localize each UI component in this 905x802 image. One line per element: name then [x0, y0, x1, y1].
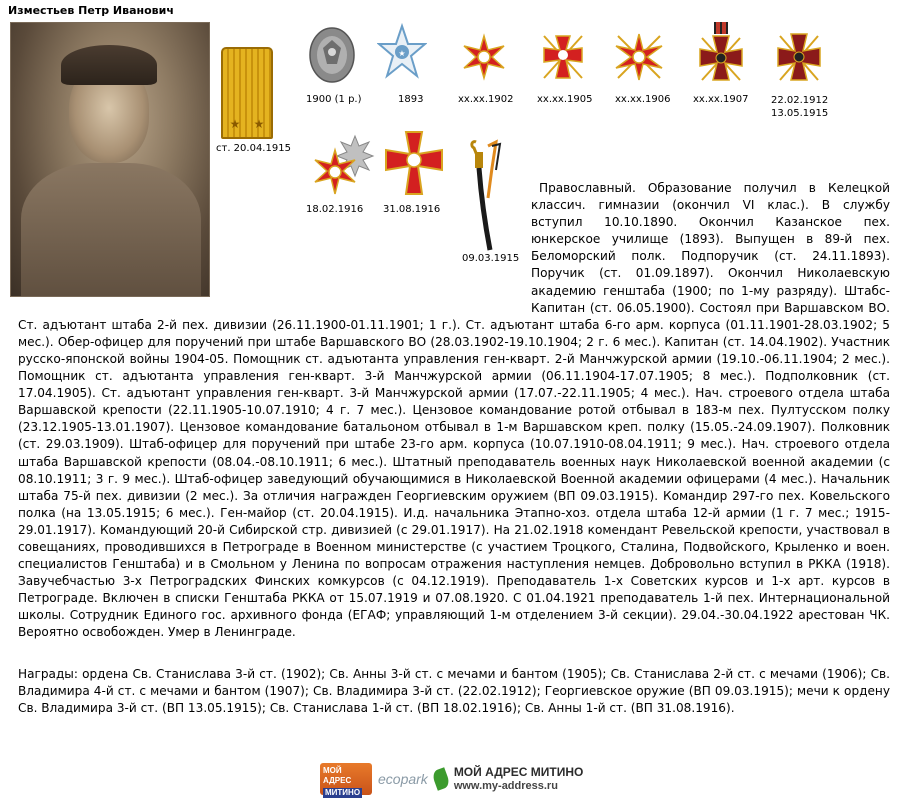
awards-paragraph: Награды: ордена Св. Станислава 3-й ст. (1902); Св. Анны 3-й ст. с мечами и бантом (1905); Св. Станислава 2-й ст. с мечами (1906); Св. Владимира 4-й ст. с мечами и бантом (1907); Св. Владимира 3-й ст. (22.02.1912); Георгиевское оружие (ВП 09.03.1915); мечи к ордену Св. Владимира 3-й ст. (ВП 13.05.1915); Св. Станислава 1-й ст. (ВП 18.02.1916); Св. Анны 1-й ст. (ВП 31.08.1916). [18, 667, 890, 716]
award-caption: 1900 (1 р.) [306, 94, 362, 105]
award-caption: 22.02.1912 13.05.1915 [771, 95, 829, 119]
sabre-caption: 09.03.1915 [462, 253, 520, 264]
biography-paragraph [18, 180, 890, 642]
footer-logos[interactable] [320, 762, 583, 796]
award-caption: хх.хх.1902 [458, 94, 514, 105]
portrait-cap [61, 45, 157, 85]
award-caption: хх.хх.1905 [537, 94, 593, 105]
leaf-icon [431, 767, 451, 791]
shoulder-board-caption: ст. 20.04.1915 [216, 143, 291, 154]
biography-text: Православный. Образование получил в Келецкой классич. гимназии (окончил VI клас.). В службу вступил 10.10.1890. Окончил Казанское пех. юнкерское училище (1893). Выпущен в 89-й пех. Беломорский полк. Подпоручик (ст. 24.11.1893). Поручик (ст. 01.09.1897). Окончил Николаевскую академию генштаба (1900; по 1-му разряду). Штабс-Капитан (ст. 06.05.1900). Состоял при Варшавском ВО. Ст. адъютант штаба 2-й пех. дивизии (26.11.1900-01.11.1901; 1 г.). Ст. адъютант штаба 6-го арм. корпуса (01.11.1901-28.03.1902; 5 мес.). Обер-офицер для поручений при штабе Варшавского ВО (28.03.1902-19.10.1904; 2 г. 6 мес.). Капитан (ст. 14.04.1902). Участник русско-японской войны 1904-05. Помощник ст. адъютанта управления ген-кварт. 2-й Манчжурской армии (19.10.-06.11.1904; 2 мес.). Помощник ст. адъютанта управления ген-кварт. 3-й Манчжурской армии (06.11.1904-17.07.1905; 8 мес.). Подполковник (ст. 17.04.1905). Ст. адъютант управления ген-кварт. 3-й Манчжурской армии (17.07.-22.11.1905; 4 мес.). Нач. строевого отдела штаба Варшавской крепости (22.11.1905-10.07.1910; 4 г. 7 мес.). Цензовое командование ротой отбывал в 183-м пех. Пултусском полку (23.12.1905-13.01.1907). Цензовое командование батальоном отбывал в 1-м Варшавском креп. полку (15.05.-24.09.1907). Полковник (ст. 29.03.1909). Штаб-офицер для поручений при штабе 23-го арм. корпуса (10.07.1910-08.04.1911; 9 мес.). Нач. строевого отдела штаба Варшавской крепости (08.04.-08.10.1911; 6 мес.). Штатный преподаватель военных наук Николаевской военной академии (с 08.10.1911; 3 г. 9 мес.). Штаб-офицер заведующий обучающимися в Николаевской Военной академии офицерами (4 мес.). Начальник штаба 75-й пех. дивизии (2 мес.). За отличия награжден Георгиевским оружием (ВП 09.03.1915). Командир 297-го пех. Ковельского полка (на 13.05.1915; 6 мес.). Ген-майор (ст. 20.04.1915). И.д. начальника Этапно-хоз. отдела штаба 12-й армии (1 г. 7 мес.; 1915-29.01.1917). Командующий 20-й Сибирской стр. дивизией (с 29.01.1917). На 21.02.1918 комендант Ревельской крепости, участвовал в совещаниях, проводившихся в Петрограде в Военном министерстве (с участием Троцкого, Сталина, Подвойского, Крыленко и воен. специалистов Генштаба) и в Смольном у Ленина по вопросам отражения наступления немцев. Добровольно вступил в РККА (1918). Завучебчастью 3-х Петроградских Финских комкурсов (с 04.12.1919). Преподаватель 1-х Советских курсов и 1-х арт. курсов в Петрограде. Включен в списки Генштаба РККА от 15.07.1919 и 07.08.1920. С 01.04.1921 преподаватель 1-й пех. Интернациональной школы. Сотрудник Единого гос. архивного фонда (ЕГАФ; управляющий 1-м отделением 3-й секции). 29.04.-30.04.1922 арестован ЧК. Вероятно освобожден. Умер в Ленинграде. [18, 181, 890, 640]
order-vladimir-4-swords-icon [694, 22, 748, 86]
my-address-logo[interactable]: МОЙ АДРЕС МИТИНО [320, 763, 372, 795]
academy-badge-image [307, 20, 357, 90]
shoulder-board-stars: ★ ★ [229, 117, 265, 131]
page-title: Изместьев Петр Иванович [8, 4, 174, 17]
school-badge-image [377, 22, 427, 90]
award-caption: 1893 [398, 94, 424, 105]
ecopark-logo[interactable]: ecopark [378, 771, 428, 787]
award-caption: 31.08.1916 [383, 204, 441, 215]
order-stanislav-2-swords-icon [612, 30, 666, 84]
svg-text:★: ★ [398, 49, 406, 58]
shoulder-board-image [221, 47, 273, 139]
site-name[interactable]: МОЙ АДРЕС МИТИНО www.my-address.ru [453, 765, 584, 792]
award-caption: хх.хх.1907 [693, 94, 749, 105]
award-caption: 18.02.1916 [306, 204, 364, 215]
award-caption: хх.хх.1906 [615, 94, 671, 105]
order-anna-3-swords-icon [538, 30, 588, 84]
order-stanislav-3-icon [460, 32, 508, 82]
order-vladimir-3-swords-icon [772, 26, 826, 86]
